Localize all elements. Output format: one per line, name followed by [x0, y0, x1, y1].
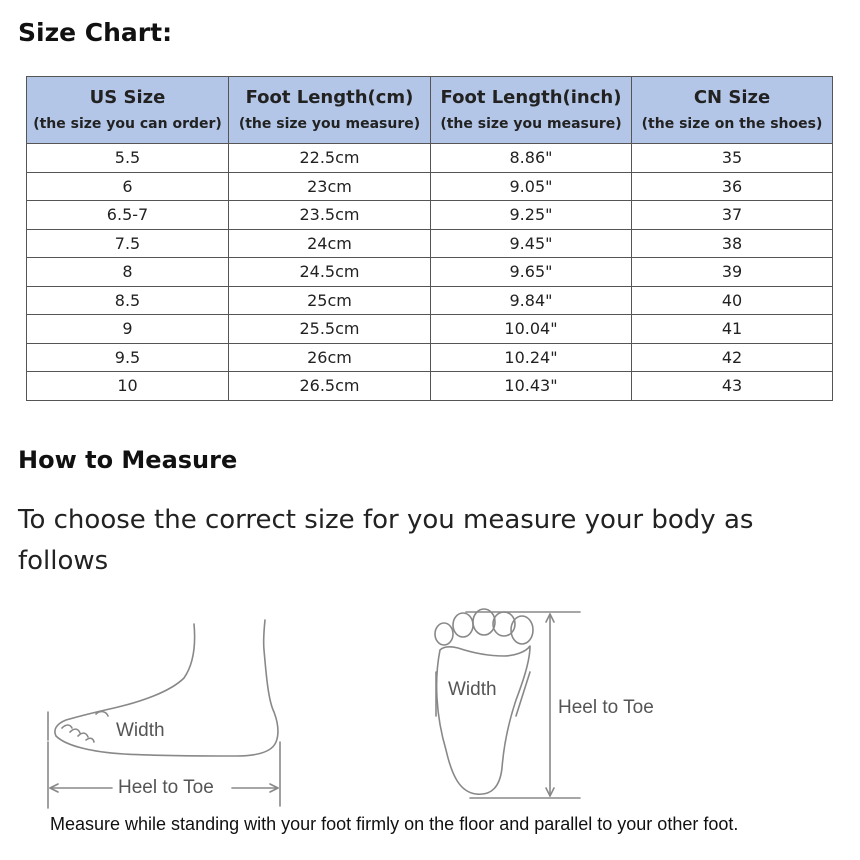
cell-foot-length-inch: 9.84" — [431, 286, 632, 315]
header-sub-label: (the size on the shoes) — [641, 116, 823, 132]
cell-foot-length-cm: 26cm — [229, 343, 431, 372]
table-row — [27, 229, 833, 258]
cell-foot-length-inch: 9.65" — [431, 258, 632, 287]
cell-foot-length-cm: 24.5cm — [229, 258, 431, 287]
how-to-measure-heading: How to Measure — [18, 446, 238, 474]
cell-us-size: 9 — [27, 315, 229, 344]
cell-cn-size: 42 — [632, 343, 833, 372]
table-row — [27, 172, 833, 201]
cell-us-size: 8 — [27, 258, 229, 287]
cell-cn-size: 35 — [632, 144, 833, 173]
header-main-label: US Size — [89, 87, 166, 108]
header-foot-length-inch — [431, 77, 632, 144]
header-main-label: Foot Length(inch) — [440, 87, 622, 108]
header-sub-label: (the size you measure) — [440, 116, 622, 132]
cell-foot-length-inch: 8.86" — [431, 144, 632, 173]
cell-foot-length-cm: 23.5cm — [229, 201, 431, 230]
cell-us-size: 10 — [27, 372, 229, 401]
page-title: Size Chart: — [18, 18, 173, 47]
cell-us-size: 6.5-7 — [27, 201, 229, 230]
cell-us-size: 8.5 — [27, 286, 229, 315]
measure-intro-text: To choose the correct size for you measure your body as follows — [18, 505, 754, 576]
table-row — [27, 201, 833, 230]
cell-cn-size: 41 — [632, 315, 833, 344]
cell-foot-length-inch: 10.04" — [431, 315, 632, 344]
header-sub-label: (the size you can order) — [33, 116, 222, 132]
cell-foot-length-cm: 24cm — [229, 229, 431, 258]
table-row — [27, 315, 833, 344]
table-row — [27, 372, 833, 401]
header-main-label: CN Size — [693, 87, 771, 108]
side-width-label: Width — [116, 720, 165, 741]
header-foot-length-cm — [229, 77, 431, 144]
top-heel-to-toe-label: Heel to Toe — [558, 697, 654, 718]
cell-cn-size: 37 — [632, 201, 833, 230]
cell-foot-length-inch: 9.25" — [431, 201, 632, 230]
table-row — [27, 258, 833, 287]
cell-foot-length-inch: 10.24" — [431, 343, 632, 372]
table-header-row — [27, 77, 833, 144]
cell-foot-length-cm: 26.5cm — [229, 372, 431, 401]
table-row — [27, 144, 833, 173]
cell-cn-size: 43 — [632, 372, 833, 401]
header-main-label: Foot Length(cm) — [245, 87, 414, 108]
measure-caption: Measure while standing with your foot firmly on the floor and parallel to your other foot. — [50, 814, 739, 834]
header-us-size — [27, 77, 229, 144]
cell-us-size: 9.5 — [27, 343, 229, 372]
cell-us-size: 6 — [27, 172, 229, 201]
cell-cn-size: 40 — [632, 286, 833, 315]
cell-us-size: 7.5 — [27, 229, 229, 258]
table-row — [27, 286, 833, 315]
header-cn-size — [632, 77, 833, 144]
cell-cn-size: 36 — [632, 172, 833, 201]
cell-us-size: 5.5 — [27, 144, 229, 173]
cell-cn-size: 38 — [632, 229, 833, 258]
cell-foot-length-cm: 25cm — [229, 286, 431, 315]
cell-foot-length-cm: 23cm — [229, 172, 431, 201]
header-sub-label: (the size you measure) — [238, 116, 421, 132]
cell-foot-length-inch: 9.45" — [431, 229, 632, 258]
cell-cn-size: 39 — [632, 258, 833, 287]
side-heel-to-toe-label: Heel to Toe — [118, 777, 214, 798]
cell-foot-length-cm: 25.5cm — [229, 315, 431, 344]
size-chart-table — [26, 76, 833, 401]
cell-foot-length-inch: 10.43" — [431, 372, 632, 401]
top-width-label: Width — [448, 679, 497, 700]
cell-foot-length-inch: 9.05" — [431, 172, 632, 201]
cell-foot-length-cm: 22.5cm — [229, 144, 431, 173]
table-row — [27, 343, 833, 372]
